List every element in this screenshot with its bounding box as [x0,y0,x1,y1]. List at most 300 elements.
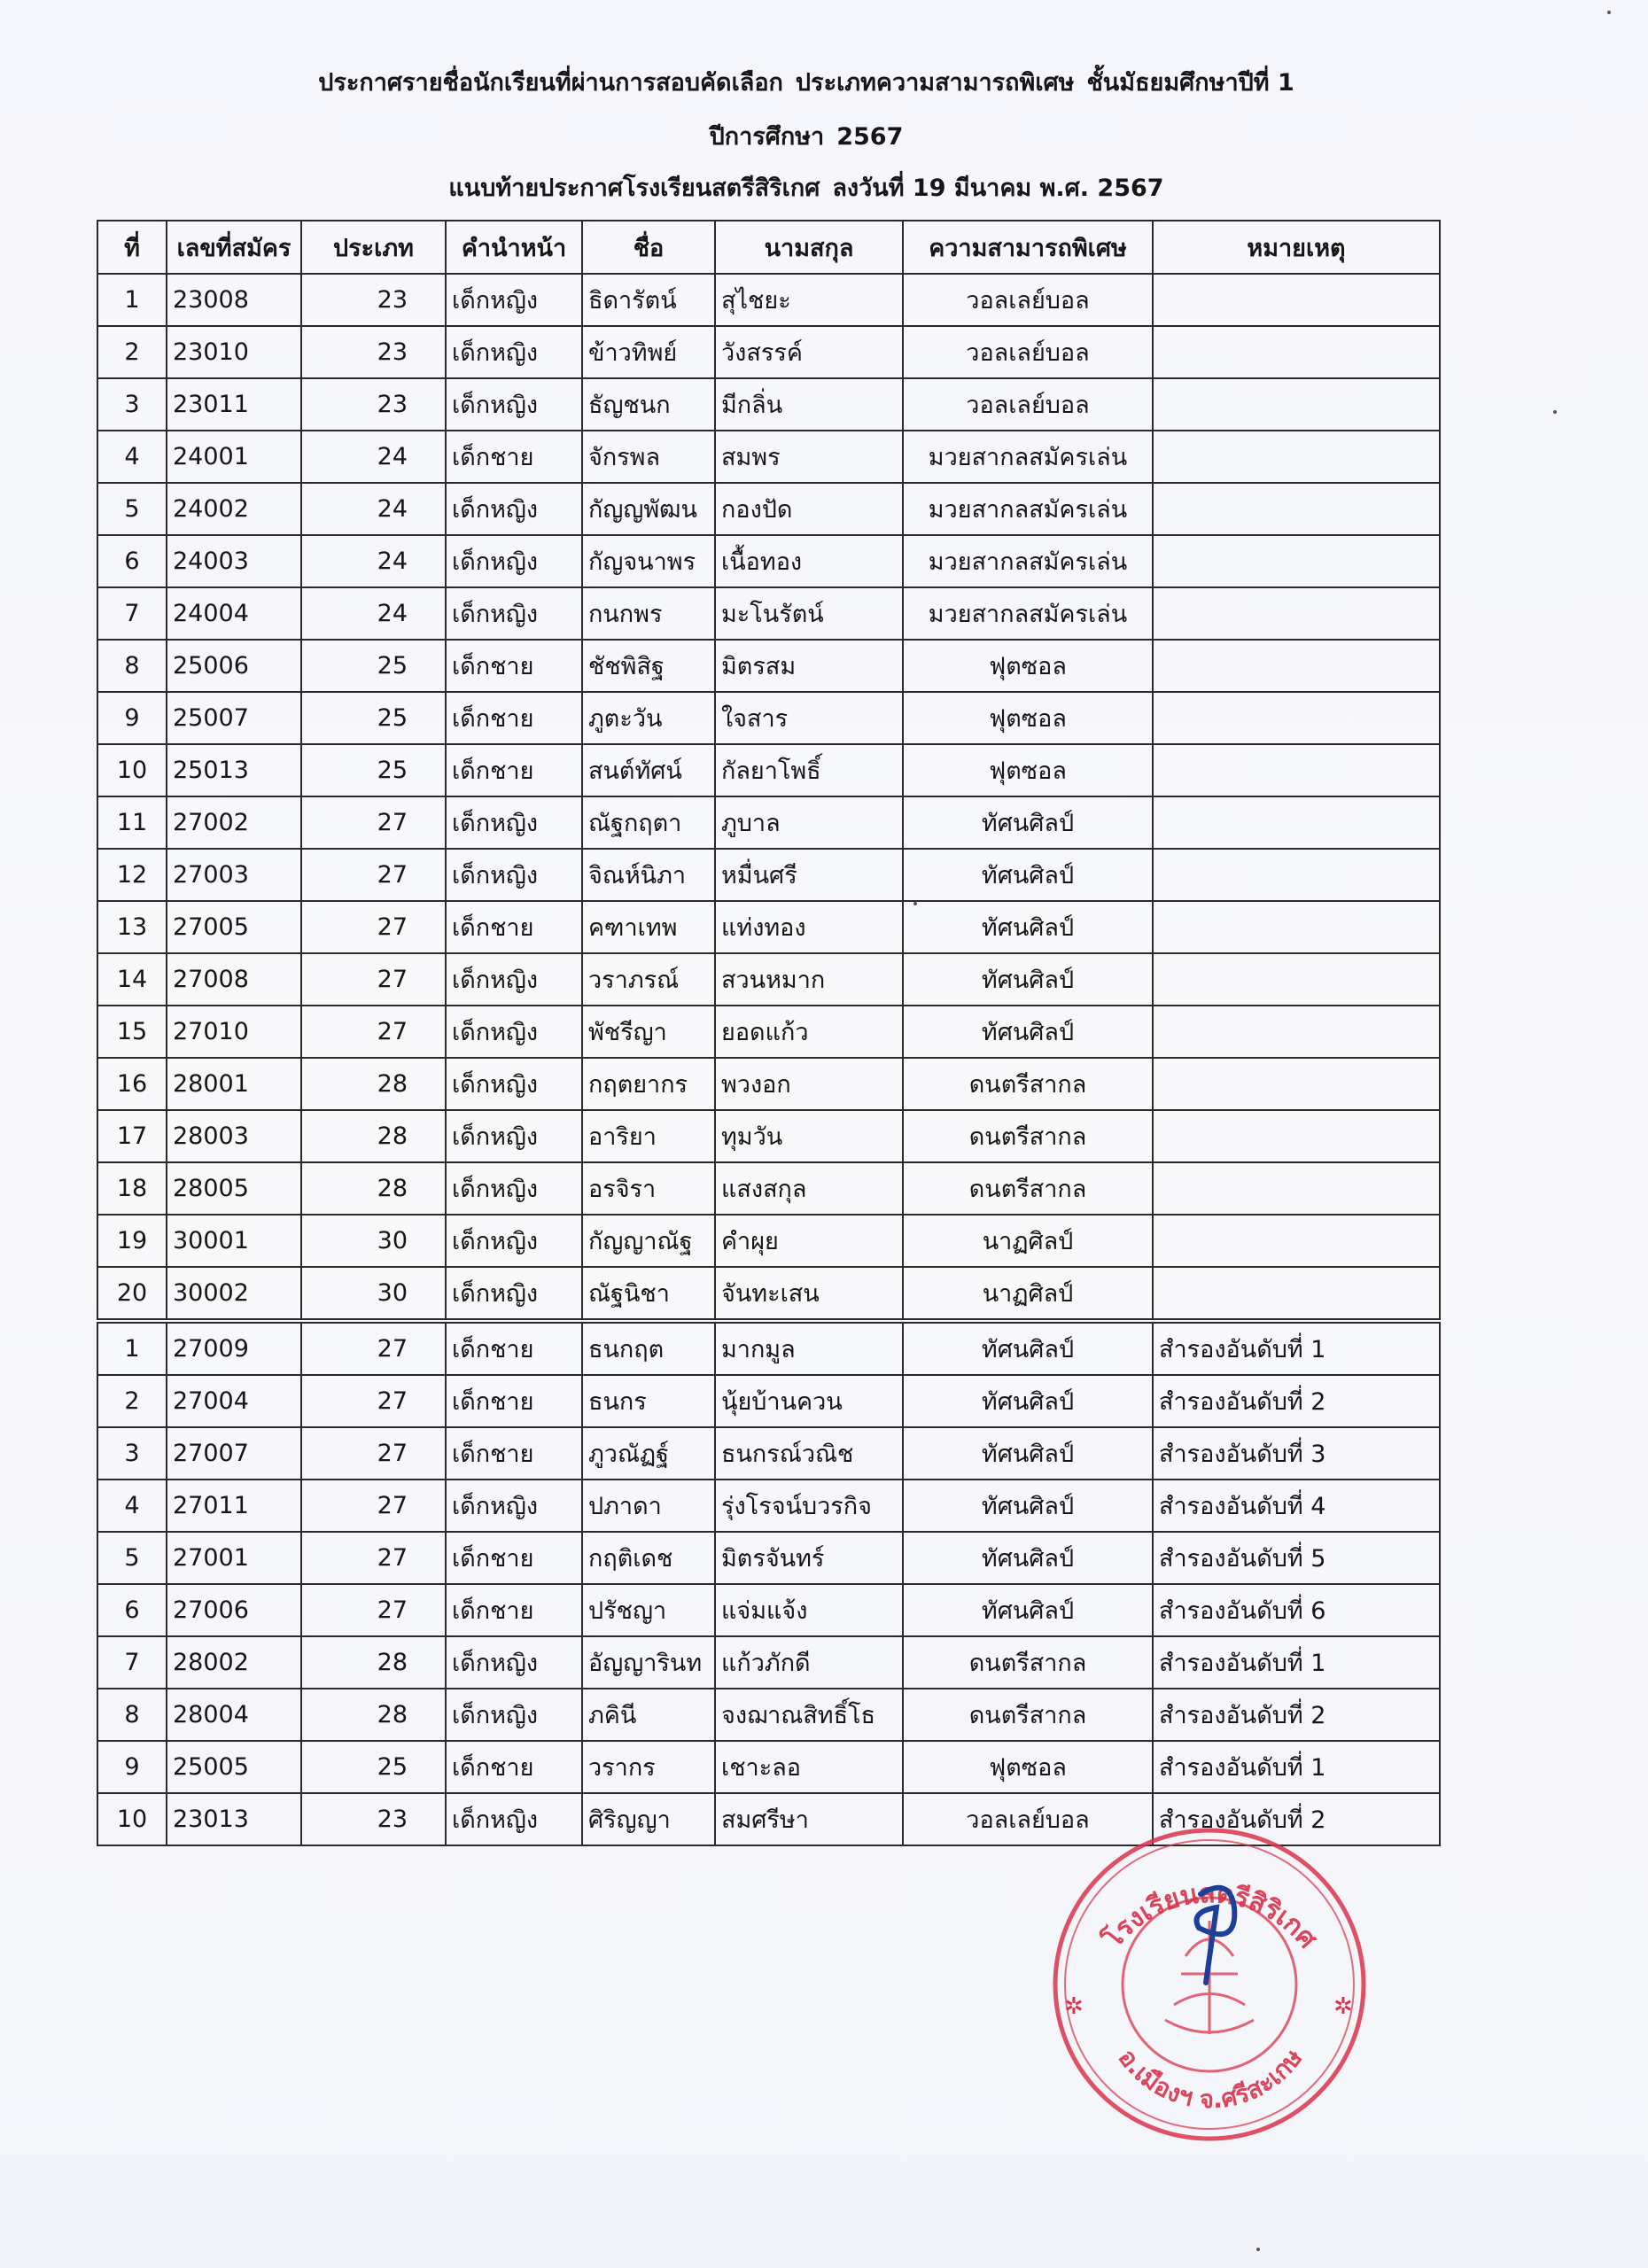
cell-surname: แจ่มแจ้ง [715,1584,903,1636]
cell-title-prefix: เด็กหญิง [446,953,582,1006]
cell-category: 28 [301,1689,446,1741]
cell-surname: แก้วภักดี [715,1636,903,1689]
cell-surname: รุ่งโรจน์บวรกิจ [715,1480,903,1532]
cell-remarks: สำรองอันดับที่ 2 [1153,1793,1440,1845]
cell-remarks [1153,796,1440,849]
cell-talent: ฟุตซอล [903,744,1153,796]
cell-talent: ทัศนศิลป์ [903,1480,1153,1532]
cell-remarks [1153,744,1440,796]
cell-first-name: ภูวณัฏฐ์ [582,1427,715,1480]
seal-star-icon-left: ✲ [1064,1993,1084,2020]
cell-title-prefix: เด็กหญิง [446,326,582,378]
table-row-passed [97,901,1440,953]
scan-speck [1256,2248,1260,2251]
cell-application-no: 25006 [167,640,301,692]
cell-title-prefix: เด็กชาย [446,1584,582,1636]
cell-remarks: สำรองอันดับที่ 1 [1153,1636,1440,1689]
table-row-passed [97,1006,1440,1058]
cell-surname: มีกลิ่น [715,378,903,431]
cell-row-number: 1 [97,1321,167,1375]
cell-surname: กัลยาโพธิ์ [715,744,903,796]
table-row-passed [97,1110,1440,1162]
cell-remarks [1153,483,1440,535]
cell-first-name: อัญญารินท [582,1636,715,1689]
cell-remarks: สำรองอันดับที่ 6 [1153,1584,1440,1636]
cell-talent: ดนตรีสากล [903,1636,1153,1689]
cell-first-name: ณัฐกฤตา [582,796,715,849]
cell-category: 27 [301,1006,446,1058]
cell-remarks: สำรองอันดับที่ 1 [1153,1741,1440,1793]
cell-first-name: ธัญชนก [582,378,715,431]
cell-remarks [1153,1058,1440,1110]
cell-talent: ทัศนศิลป์ [903,953,1153,1006]
cell-talent: ทัศนศิลป์ [903,1532,1153,1584]
cell-surname: พวงอก [715,1058,903,1110]
table-row-passed [97,274,1440,326]
cell-row-number: 9 [97,692,167,744]
cell-title-prefix: เด็กชาย [446,1427,582,1480]
cell-first-name: ข้าวทิพย์ [582,326,715,378]
cell-surname: เชาะลอ [715,1741,903,1793]
cell-application-no: 28003 [167,1110,301,1162]
cell-surname: สวนหมาก [715,953,903,1006]
cell-application-no: 28002 [167,1636,301,1689]
cell-first-name: จิณห์นิภา [582,849,715,901]
academic-year-label: ปีการศึกษา [709,123,825,151]
cell-category: 27 [301,796,446,849]
cell-row-number: 13 [97,901,167,953]
cell-remarks [1153,378,1440,431]
cell-category: 27 [301,849,446,901]
cell-category: 24 [301,587,446,640]
cell-category: 24 [301,483,446,535]
cell-category: 23 [301,326,446,378]
cell-title-prefix: เด็กหญิง [446,1110,582,1162]
cell-title-prefix: เด็กหญิง [446,1636,582,1689]
cell-remarks: สำรองอันดับที่ 4 [1153,1480,1440,1532]
cell-title-prefix: เด็กหญิง [446,274,582,326]
cell-remarks [1153,1215,1440,1267]
col-header-remarks: หมายเหตุ [1153,221,1440,274]
cell-first-name: ธนกฤต [582,1321,715,1375]
cell-talent: วอลเลย์บอล [903,326,1153,378]
cell-application-no: 25013 [167,744,301,796]
student-roster-table [97,220,1441,1846]
title-line-2 [97,123,1515,151]
table-row-reserve [97,1636,1440,1689]
table-row-reserve [97,1584,1440,1636]
cell-row-number: 5 [97,483,167,535]
table-header-row [97,221,1440,274]
table-row-reserve [97,1532,1440,1584]
cell-title-prefix: เด็กชาย [446,431,582,483]
table-row-reserve [97,1689,1440,1741]
table-row-passed [97,587,1440,640]
cell-surname: สมพร [715,431,903,483]
cell-talent: นาฏศิลป์ [903,1267,1153,1321]
cell-first-name: ณัฐนิชา [582,1267,715,1321]
title-line-1 [97,69,1515,97]
academic-year-value: 2567 [836,123,904,151]
cell-category: 25 [301,692,446,744]
cell-first-name: ภูตะวัน [582,692,715,744]
cell-talent: ทัศนศิลป์ [903,1584,1153,1636]
cell-category: 30 [301,1267,446,1321]
title-part: ประเภทความสามารถพิเศษ [795,69,1075,97]
cell-category: 25 [301,744,446,796]
cell-category: 23 [301,1793,446,1845]
cell-talent: ทัศนศิลป์ [903,1006,1153,1058]
cell-remarks [1153,849,1440,901]
cell-title-prefix: เด็กชาย [446,1375,582,1427]
cell-talent: ทัศนศิลป์ [903,1427,1153,1480]
cell-category: 24 [301,535,446,587]
cell-category: 28 [301,1162,446,1215]
table-row-passed [97,953,1440,1006]
cell-first-name: ธนกร [582,1375,715,1427]
cell-title-prefix: เด็กหญิง [446,1058,582,1110]
cell-category: 27 [301,953,446,1006]
cell-remarks: สำรองอันดับที่ 5 [1153,1532,1440,1584]
cell-row-number: 12 [97,849,167,901]
cell-application-no: 27008 [167,953,301,1006]
cell-remarks [1153,640,1440,692]
cell-row-number: 9 [97,1741,167,1793]
col-header-talent: ความสามารถพิเศษ [903,221,1153,274]
cell-talent: นาฏศิลป์ [903,1215,1153,1267]
cell-row-number: 11 [97,796,167,849]
cell-application-no: 25005 [167,1741,301,1793]
cell-application-no: 24001 [167,431,301,483]
cell-surname: ยอดแก้ว [715,1006,903,1058]
cell-surname: มากมูล [715,1321,903,1375]
cell-application-no: 23011 [167,378,301,431]
roster-body [97,274,1440,1845]
cell-talent: ฟุตซอล [903,1741,1153,1793]
cell-category: 27 [301,1532,446,1584]
cell-title-prefix: เด็กหญิง [446,1793,582,1845]
cell-talent: ดนตรีสากล [903,1058,1153,1110]
cell-row-number: 6 [97,535,167,587]
cell-remarks: สำรองอันดับที่ 1 [1153,1321,1440,1375]
cell-talent: ฟุตซอล [903,640,1153,692]
title-line-3 [97,175,1515,203]
cell-title-prefix: เด็กหญิง [446,587,582,640]
cell-first-name: ธิดารัตน์ [582,274,715,326]
cell-title-prefix: เด็กหญิง [446,1006,582,1058]
cell-first-name: กฤติเดช [582,1532,715,1584]
cell-category: 27 [301,1321,446,1375]
seal-bottom-text: อ.เมืองฯ จ.ศรีสะเกษ [1112,2043,1309,2115]
table-row-passed [97,1058,1440,1110]
table-row-passed [97,1215,1440,1267]
cell-title-prefix: เด็กชาย [446,901,582,953]
cell-application-no: 27003 [167,849,301,901]
cell-row-number: 20 [97,1267,167,1321]
cell-category: 25 [301,640,446,692]
cell-title-prefix: เด็กหญิง [446,1215,582,1267]
cell-row-number: 5 [97,1532,167,1584]
cell-application-no: 27007 [167,1427,301,1480]
cell-surname: หมื่นศรี [715,849,903,901]
cell-remarks [1153,1267,1440,1321]
cell-talent: ฟุตซอล [903,692,1153,744]
cell-row-number: 17 [97,1110,167,1162]
cell-row-number: 19 [97,1215,167,1267]
cell-category: 30 [301,1215,446,1267]
cell-talent: วอลเลย์บอล [903,274,1153,326]
cell-title-prefix: เด็กหญิง [446,849,582,901]
cell-first-name: พัชรีญา [582,1006,715,1058]
cell-application-no: 23008 [167,274,301,326]
cell-row-number: 18 [97,1162,167,1215]
table-row-passed [97,378,1440,431]
cell-category: 23 [301,378,446,431]
cell-application-no: 24002 [167,483,301,535]
cell-category: 27 [301,901,446,953]
seal-star-icon-right: ✲ [1333,1993,1353,2020]
col-header-application-no: เลขที่สมัคร [167,221,301,274]
cell-first-name: อรจิรา [582,1162,715,1215]
cell-surname: วังสรรค์ [715,326,903,378]
cell-application-no: 24003 [167,535,301,587]
table-row-passed [97,326,1440,378]
cell-remarks [1153,587,1440,640]
cell-application-no: 30002 [167,1267,301,1321]
cell-surname: มะโนรัตน์ [715,587,903,640]
cell-first-name: กัญญาณัฐ [582,1215,715,1267]
cell-row-number: 2 [97,326,167,378]
cell-remarks [1153,953,1440,1006]
cell-category: 27 [301,1427,446,1480]
cell-title-prefix: เด็กหญิง [446,483,582,535]
cell-remarks [1153,1110,1440,1162]
cell-remarks: สำรองอันดับที่ 3 [1153,1427,1440,1480]
table-row-passed [97,744,1440,796]
cell-row-number: 8 [97,640,167,692]
cell-title-prefix: เด็กหญิง [446,796,582,849]
cell-first-name: สนต์ทัศน์ [582,744,715,796]
cell-row-number: 8 [97,1689,167,1741]
cell-first-name: กฤตยากร [582,1058,715,1110]
cell-title-prefix: เด็กหญิง [446,535,582,587]
cell-surname: คำผุย [715,1215,903,1267]
cell-remarks: สำรองอันดับที่ 2 [1153,1689,1440,1741]
table-row-passed [97,692,1440,744]
cell-application-no: 27011 [167,1480,301,1532]
cell-application-no: 24004 [167,587,301,640]
cell-title-prefix: เด็กชาย [446,1532,582,1584]
cell-application-no: 27002 [167,796,301,849]
cell-surname: ใจสาร [715,692,903,744]
cell-surname: ทุมวัน [715,1110,903,1162]
cell-application-no: 25007 [167,692,301,744]
cell-row-number: 2 [97,1375,167,1427]
cell-application-no: 23010 [167,326,301,378]
table-row-reserve [97,1427,1440,1480]
table-row-reserve [97,1741,1440,1793]
cell-talent: มวยสากลสมัครเล่น [903,535,1153,587]
cell-row-number: 4 [97,431,167,483]
cell-application-no: 27001 [167,1532,301,1584]
cell-title-prefix: เด็กชาย [446,692,582,744]
cell-application-no: 27009 [167,1321,301,1375]
cell-remarks [1153,535,1440,587]
cell-category: 27 [301,1480,446,1532]
cell-surname: นุ้ยบ้านควน [715,1375,903,1427]
cell-remarks [1153,274,1440,326]
cell-remarks [1153,692,1440,744]
cell-application-no: 28004 [167,1689,301,1741]
cell-surname: ภูบาล [715,796,903,849]
table-row-passed [97,483,1440,535]
cell-first-name: กนกพร [582,587,715,640]
cell-row-number: 3 [97,378,167,431]
col-header-number: ที่ [97,221,167,274]
attachment-label: แนบท้ายประกาศโรงเรียนสตรีสิริเกศ [448,175,820,202]
cell-application-no: 28001 [167,1058,301,1110]
cell-first-name: คฑาเทพ [582,901,715,953]
cell-talent: ดนตรีสากล [903,1110,1153,1162]
cell-first-name: ศิริญญา [582,1793,715,1845]
table-row-passed [97,535,1440,587]
cell-surname: สุไชยะ [715,274,903,326]
cell-surname: มิตรสม [715,640,903,692]
cell-first-name: ภคินี [582,1689,715,1741]
cell-surname: สมศรีษา [715,1793,903,1845]
col-header-category: ประเภท [301,221,446,274]
cell-remarks [1153,1162,1440,1215]
cell-first-name: วราภรณ์ [582,953,715,1006]
cell-talent: ทัศนศิลป์ [903,901,1153,953]
cell-surname: แท่งทอง [715,901,903,953]
cell-title-prefix: เด็กชาย [446,744,582,796]
cell-application-no: 27004 [167,1375,301,1427]
table-row-passed [97,640,1440,692]
cell-title-prefix: เด็กชาย [446,640,582,692]
cell-row-number: 7 [97,1636,167,1689]
cell-first-name: อาริยา [582,1110,715,1162]
cell-title-prefix: เด็กหญิง [446,1267,582,1321]
cell-surname: กองปัด [715,483,903,535]
cell-first-name: ชัชพิสิฐ [582,640,715,692]
cell-talent: ทัศนศิลป์ [903,849,1153,901]
cell-talent: วอลเลย์บอล [903,378,1153,431]
cell-talent: ทัศนศิลป์ [903,1375,1153,1427]
col-header-surname: นามสกุล [715,221,903,274]
cell-application-no: 23013 [167,1793,301,1845]
cell-surname: เนื้อทอง [715,535,903,587]
cell-row-number: 7 [97,587,167,640]
title-part: ชั้นมัธยมศึกษาปีที่ 1 [1086,69,1294,97]
cell-talent: ดนตรีสากล [903,1689,1153,1741]
cell-category: 27 [301,1584,446,1636]
cell-remarks [1153,431,1440,483]
cell-category: 27 [301,1375,446,1427]
cell-talent: มวยสากลสมัครเล่น [903,431,1153,483]
cell-title-prefix: เด็กหญิง [446,1689,582,1741]
col-header-title-prefix: คำนำหน้า [446,221,582,274]
table-row-passed [97,431,1440,483]
cell-row-number: 10 [97,1793,167,1845]
cell-first-name: กัญญพัฒน [582,483,715,535]
announcement-date: ลงวันที่ 19 มีนาคม พ.ศ. 2567 [832,175,1164,202]
cell-remarks [1153,326,1440,378]
cell-first-name: กัญจนาพร [582,535,715,587]
scan-speck [1553,410,1557,414]
seal-emblem [1165,1921,1254,2034]
table-row-passed [97,796,1440,849]
cell-application-no: 30001 [167,1215,301,1267]
cell-talent: ทัศนศิลป์ [903,796,1153,849]
cell-category: 25 [301,1741,446,1793]
cell-first-name: ปรัชญา [582,1584,715,1636]
table-row-reserve [97,1480,1440,1532]
cell-category: 28 [301,1636,446,1689]
cell-remarks [1153,1006,1440,1058]
cell-application-no: 27006 [167,1584,301,1636]
seal-top-text: โรงเรียนสตรีสิริเกศ [1097,1878,1324,1955]
cell-remarks [1153,901,1440,953]
cell-talent: ดนตรีสากล [903,1162,1153,1215]
table-row-reserve [97,1375,1440,1427]
cell-row-number: 15 [97,1006,167,1058]
table-row-reserve [97,1321,1440,1375]
scan-speck [1607,11,1611,14]
cell-row-number: 1 [97,274,167,326]
table-row-passed [97,1162,1440,1215]
cell-surname: จงฌาณสิทธิ์โธ [715,1689,903,1741]
cell-application-no: 27005 [167,901,301,953]
col-header-first-name: ชื่อ [582,221,715,274]
table-row-passed [97,849,1440,901]
cell-surname: จันทะเสน [715,1267,903,1321]
cell-title-prefix: เด็กชาย [446,1321,582,1375]
cell-category: 28 [301,1110,446,1162]
table-row-passed [97,1267,1440,1321]
cell-row-number: 4 [97,1480,167,1532]
cell-title-prefix: เด็กหญิง [446,1480,582,1532]
cell-talent: ทัศนศิลป์ [903,1321,1153,1375]
cell-title-prefix: เด็กชาย [446,1741,582,1793]
cell-row-number: 6 [97,1584,167,1636]
school-seal-stamp [1048,1823,1372,2147]
cell-surname: แสงสกุล [715,1162,903,1215]
cell-surname: ธนกรณ์วณิช [715,1427,903,1480]
cell-category: 28 [301,1058,446,1110]
cell-row-number: 10 [97,744,167,796]
cell-application-no: 28005 [167,1162,301,1215]
cell-talent: วอลเลย์บอล [903,1793,1153,1845]
cell-row-number: 3 [97,1427,167,1480]
cell-row-number: 16 [97,1058,167,1110]
cell-application-no: 27010 [167,1006,301,1058]
cell-title-prefix: เด็กหญิง [446,378,582,431]
scan-speck [913,902,917,905]
cell-first-name: ปภาดา [582,1480,715,1532]
cell-row-number: 14 [97,953,167,1006]
cell-category: 24 [301,431,446,483]
cell-first-name: วรากร [582,1741,715,1793]
cell-remarks: สำรองอันดับที่ 2 [1153,1375,1440,1427]
cell-category: 23 [301,274,446,326]
cell-first-name: จักรพล [582,431,715,483]
title-part: ประกาศรายชื่อนักเรียนที่ผ่านการสอบคัดเลือก [318,69,783,97]
cell-surname: มิตรจันทร์ [715,1532,903,1584]
cell-talent: มวยสากลสมัครเล่น [903,483,1153,535]
cell-talent: มวยสากลสมัครเล่น [903,587,1153,640]
cell-title-prefix: เด็กหญิง [446,1162,582,1215]
